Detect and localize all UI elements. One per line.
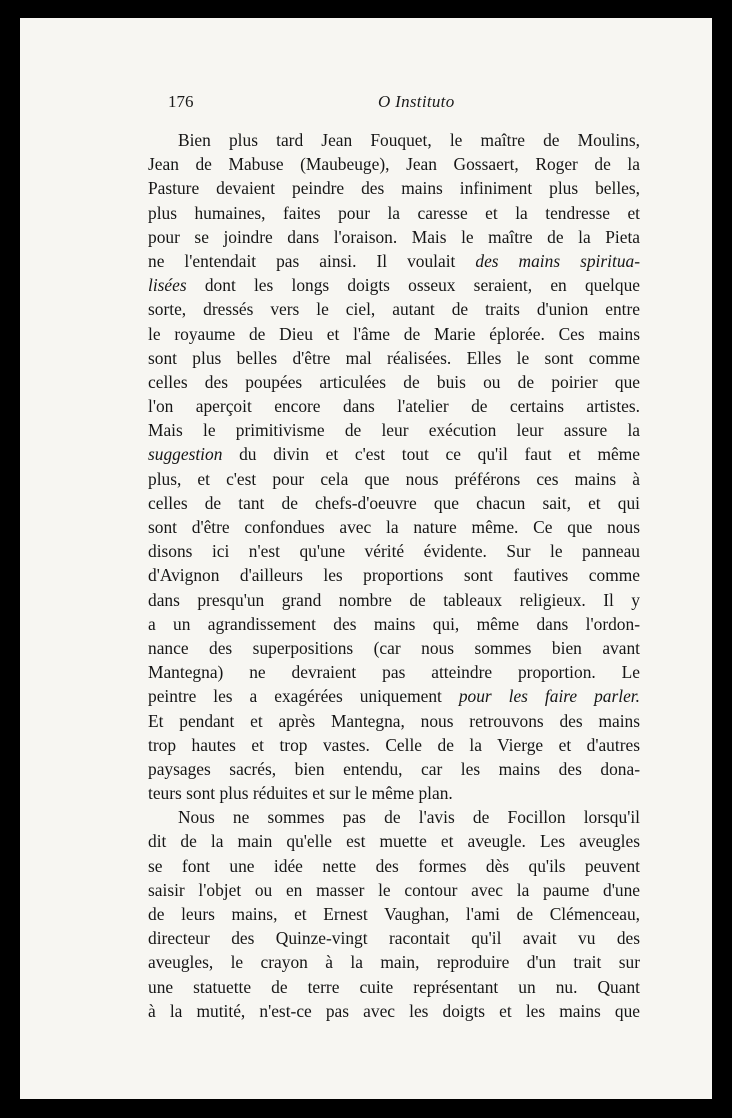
text-segment: dont les longs doigts osseux seraient, en quelque: [186, 275, 640, 296]
text-line: se font une idée nette des formes dès qu'ils peuvent: [148, 855, 640, 876]
text-line: a un agrandissement des mains qui, même dans l'ordon-: [148, 613, 640, 634]
text-line: à la mutité, n'est-ce pas avec les doigts et les mains que: [148, 1000, 640, 1021]
text-line: pour se joindre dans l'oraison. Mais le maître de la Pieta: [148, 226, 640, 247]
text-line: sorte, dressés vers le ciel, autant de traits d'union entre: [148, 299, 640, 320]
italic-phrase: des mains spiritua-: [475, 250, 640, 271]
text-line: nance des superpositions (car nous sommes bien avant: [148, 637, 640, 658]
paragraph-2: [148, 805, 640, 1023]
text-line: Nous ne sommes pas de l'avis de Focillon lorsqu'il: [178, 807, 640, 828]
text-line: [148, 273, 640, 297]
text-line: de leurs mains, et Ernest Vaughan, l'ami de Clémenceau,: [148, 904, 640, 924]
text-line: Mais le primitivisme de leur exécution leur assure la: [148, 420, 640, 441]
text-segment: du divin et c'est tout ce qu'il faut et même: [222, 444, 640, 465]
text-line: Pasture devaient peindre des mains infiniment plus belles,: [148, 178, 640, 199]
running-title: O Instituto: [378, 92, 455, 111]
page-number: 176: [168, 92, 194, 111]
text-line: Mantegna) ne devraient pas atteindre proportion. Le: [148, 662, 640, 683]
text-line: aveugles, le crayon à la main, reproduire d'un trait sur: [148, 952, 640, 973]
text-line: dit de la main qu'elle est muette et aveugle. Les aveugles: [148, 831, 640, 852]
text-line: disons ici n'est qu'une vérité évidente. Sur le panneau: [148, 541, 640, 562]
text-line: teurs sont plus réduites et sur le même plan.: [148, 783, 453, 804]
text-line: le royaume de Dieu et l'âme de Marie éplorée. Ces mains: [148, 323, 640, 344]
text-line: une statuette de terre cuite représentant un nu. Quant: [148, 976, 640, 997]
italic-phrase: lisées: [148, 275, 187, 296]
body-text: [148, 128, 640, 1023]
text-segment: ne l'entendait pas ainsi. Il voulait: [148, 250, 476, 271]
text-line: sont d'être confondues avec la nature même. Ce que nous: [148, 517, 640, 537]
text-line: dans presqu'un grand nombre de tableaux religieux. Il y: [148, 589, 640, 610]
text-line: paysages sacrés, bien entendu, car les mains des dona-: [148, 758, 640, 779]
text-line: [148, 249, 640, 273]
text-line: [148, 442, 640, 466]
text-line: saisir l'objet ou en masser le contour avec la paume d'une: [148, 879, 640, 900]
italic-phrase: suggestion: [148, 444, 223, 465]
text-line: directeur des Quinze-vingt racontait qu'il avait vu des: [148, 928, 640, 949]
text-line: Bien plus tard Jean Fouquet, le maître de Moulins,: [178, 130, 640, 150]
text-line: sont plus belles d'être mal réalisées. Elles le sont comme: [148, 347, 640, 368]
text-line: l'on aperçoit encore dans l'atelier de certains artistes.: [148, 396, 640, 417]
text-line: plus, et c'est pour cela que nous préférons ces mains à: [148, 468, 640, 489]
text-line: [148, 684, 640, 708]
text-line: Jean de Mabuse (Maubeuge), Jean Gossaert, Roger de la: [148, 154, 640, 175]
text-line: celles des poupées articulées de buis ou de poirier que: [148, 371, 640, 392]
page-header: [168, 92, 654, 118]
text-line: Et pendant et après Mantegna, nous retrouvons des mains: [148, 710, 640, 731]
text-line: d'Avignon d'ailleurs les proportions sont fautives comme: [148, 565, 640, 586]
text-line: plus humaines, faites pour la caresse et la tendresse et: [148, 202, 640, 223]
italic-phrase: pour les faire parler.: [458, 686, 640, 707]
text-segment: peintre les a exagérées uniquement: [148, 686, 459, 707]
text-line: celles de tant de chefs-d'oeuvre que chacun sait, et qui: [148, 492, 640, 513]
paragraph-1: [148, 128, 640, 805]
text-line: trop hautes et trop vastes. Celle de la Vierge et d'autres: [148, 734, 640, 755]
